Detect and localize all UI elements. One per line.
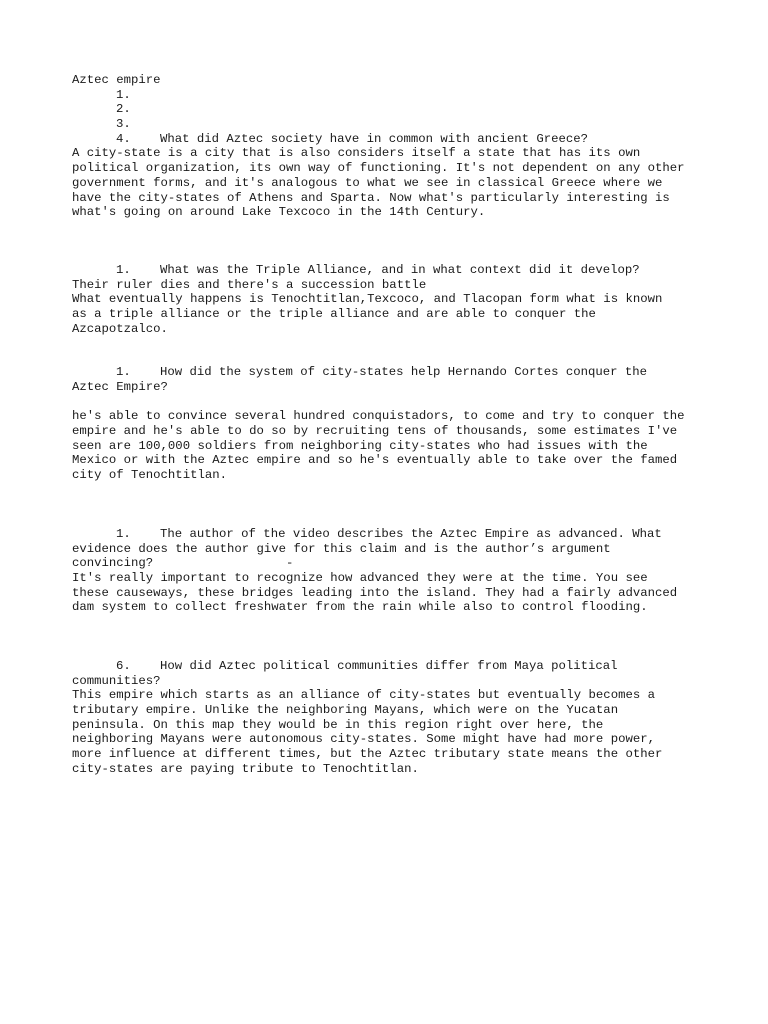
question-section <box>72 365 712 483</box>
question-line: 1. The author of the video describes the Aztec Empire as advanced. What <box>116 526 662 541</box>
answer-line: dam system to collect freshwater from the rain while also to control flooding. <box>72 600 648 615</box>
answer-line: neighboring Mayans were autonomous city-states. Some might have had more power, <box>72 732 655 747</box>
answer-line: peninsula. On this map they would be in this region right over here, the <box>72 717 604 732</box>
question-number: 1. <box>116 365 131 380</box>
question-section <box>72 527 712 615</box>
answer-line: these causeways, these bridges leading into the island. They had a fairly advanced <box>72 585 678 600</box>
question-number: 1. <box>116 526 131 541</box>
question-number: 4. <box>116 131 131 146</box>
answer-line: city-states are paying tribute to Tenochtitlan. <box>72 761 419 776</box>
question-line: Aztec Empire? <box>72 380 168 394</box>
answer-line: he's able to convince several hundred conquistadors, to come and try to conquer the <box>72 409 685 424</box>
question-section <box>72 263 712 336</box>
answer-line: seen are 100,000 soldiers from neighboring city-states who had issues with the <box>72 438 648 453</box>
answer-line: more influence at different times, but the Aztec tributary state means the other <box>72 747 663 762</box>
document-title: Aztec empire <box>72 73 161 87</box>
answer-line: tributary empire. Unlike the neighboring Mayans, which were on the Yucatan <box>72 703 619 717</box>
answer-line: What eventually happens is Tenochtitlan,Texcoco, and Tlacopan form what is known <box>72 292 663 307</box>
question-line: 1. How did the system of city-states help Hernando Cortes conquer the <box>116 365 648 380</box>
answer-line: Their ruler dies and there's a succession battle <box>72 277 427 292</box>
question-line: 1. What was the Triple Alliance, and in what context did it develop? <box>116 262 640 277</box>
question-number: 6. <box>116 658 131 673</box>
answer-line: political organization, its own way of functioning. It's not dependent on any other <box>72 161 685 176</box>
answer-line: empire and he's able to do so by recruiting tens of thousands, some estimates I've <box>72 424 678 439</box>
intro-list-item: 3. <box>116 117 131 132</box>
answer-line <box>72 395 712 410</box>
question-line: evidence does the author give for this claim and is the author’s argument <box>72 541 611 556</box>
question-section <box>72 659 712 777</box>
answer-line: Mexico or with the Aztec empire and so he's eventually able to take over the famed <box>72 453 678 468</box>
question-line: communities? <box>72 673 161 688</box>
question-line: 4. What did Aztec society have in common with ancient Greece? <box>116 131 589 146</box>
answer-line: government forms, and it's analogous to what we see in classical Greece where we <box>72 175 663 190</box>
question-section <box>72 132 712 220</box>
answer-line: as a triple alliance or the triple alliance and are able to conquer the <box>72 306 596 321</box>
answer-line: It's really important to recognize how advanced they were at the time. You see <box>72 570 648 585</box>
answer-line: This empire which starts as an alliance of city-states but eventually becomes a <box>72 688 655 703</box>
intro-list-item: 2. <box>116 102 131 117</box>
intro-list-item: 1. <box>116 87 131 102</box>
answer-line: A city-state is a city that is also considers itself a state that has its own <box>72 146 641 161</box>
answer-line: what's going on around Lake Texcoco in the 14th Century. <box>72 205 486 220</box>
question-line: convincing? - <box>72 556 294 571</box>
answer-line: have the city-states of Athens and Sparta. Now what's particularly interesting is <box>72 190 670 205</box>
question-number: 1. <box>116 262 131 277</box>
question-line: 6. How did Aztec political communities differ from Maya political <box>116 658 618 673</box>
document-page <box>72 73 712 776</box>
answer-line: city of Tenochtitlan. <box>72 468 227 483</box>
answer-line: Azcapotzalco. <box>72 321 168 336</box>
